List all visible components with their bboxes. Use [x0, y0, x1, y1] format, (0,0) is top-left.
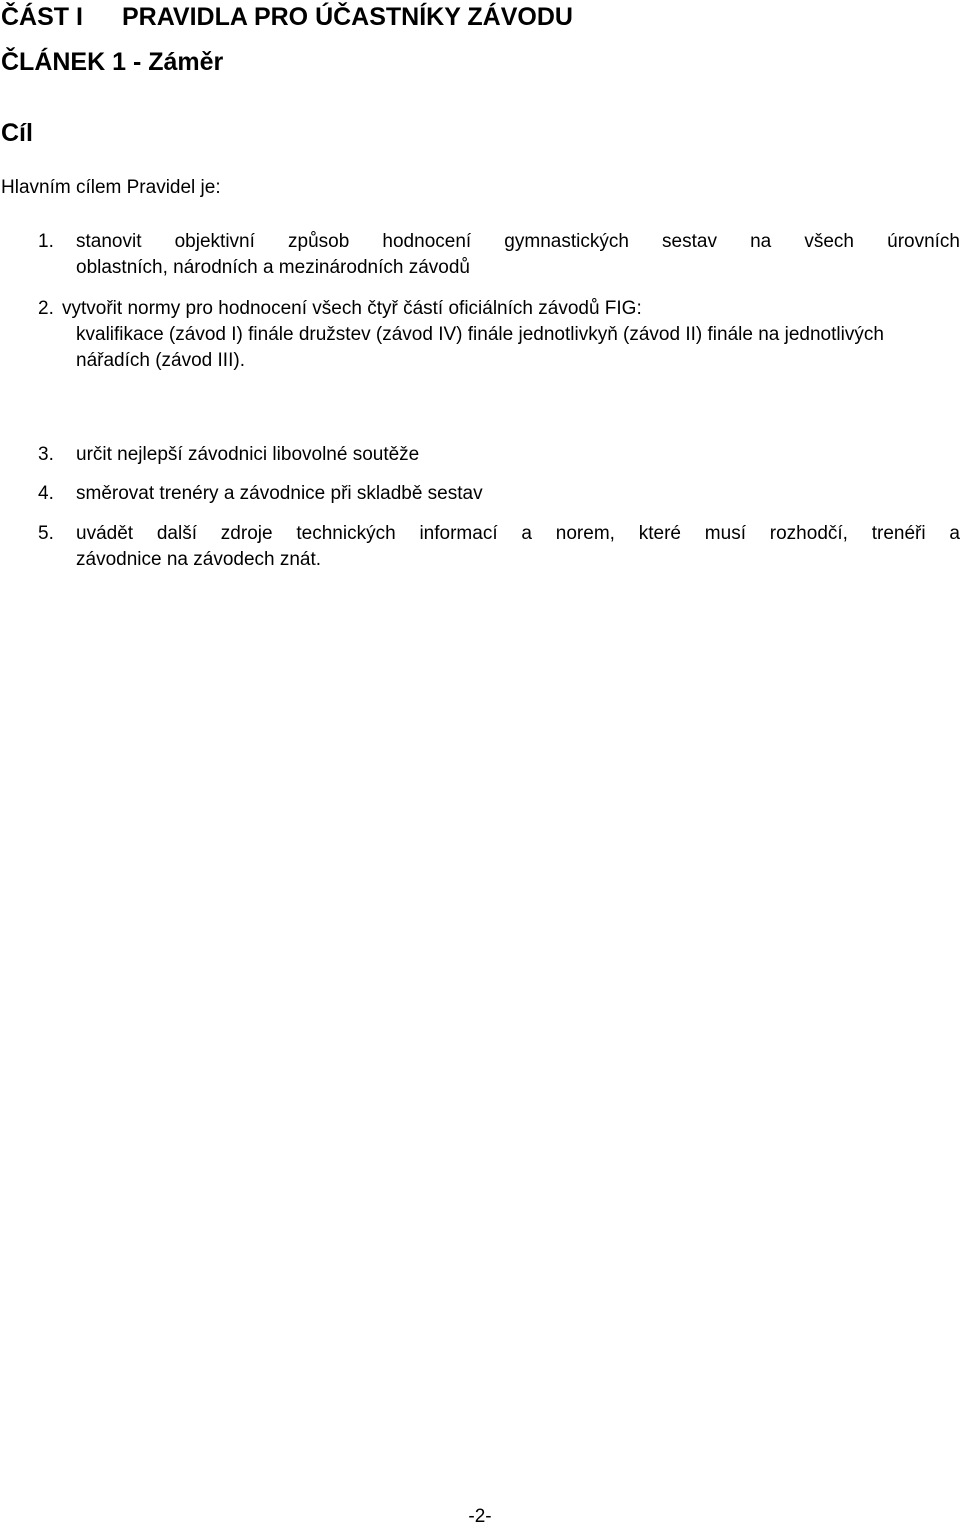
list-item — [38, 442, 960, 468]
list-item-number: 3. — [38, 444, 54, 465]
sublist — [76, 322, 960, 374]
list-item-body — [62, 296, 960, 322]
list-item-line: uvádět další zdroje technických informací a norem, které musí rozhodčí, trenéři a — [76, 523, 960, 544]
part-title-text: PRAVIDLA PRO ÚČASTNÍKY ZÁVODU — [122, 3, 573, 31]
list-item-line: vytvořit normy pro hodnocení všech čtyř částí oficiálních závodů FIG: — [62, 298, 642, 319]
list-item-body — [76, 521, 960, 573]
list-item-line: směrovat trenéry a závodnice při skladbě sestav — [76, 483, 483, 504]
list-item-line: stanovit objektivní způsob hodnocení gymnastických sestav na všech úrovních — [76, 231, 960, 252]
list-item — [38, 296, 960, 374]
section-title: Cíl — [1, 119, 33, 147]
list-item-body — [76, 481, 960, 507]
article-title: ČLÁNEK 1 - Záměr — [1, 48, 224, 76]
list-item-line: určit nejlepší závodnici libovolné soutěže — [76, 444, 420, 465]
sublist-item: finále družstev (závod IV) — [248, 324, 463, 345]
list-item-line: oblastních, národních a mezinárodních závodů — [76, 257, 470, 278]
list-item-body — [76, 442, 960, 468]
list-item — [38, 229, 960, 281]
list-item-number: 4. — [38, 483, 54, 504]
sublist-item: finále na jednotlivých nářadích (závod III). — [76, 324, 884, 371]
intro-text: Hlavním cílem Pravidel je: — [1, 177, 221, 198]
sublist-item: finále jednotlivkyň (závod II) — [467, 324, 703, 345]
list-item-body — [76, 229, 960, 281]
part-title — [1, 0, 573, 34]
list-item — [38, 481, 960, 507]
page-number: -2- — [468, 1506, 492, 1527]
list-item-line: závodnice na závodech znát. — [76, 549, 322, 570]
list-item-number: 1. — [38, 231, 54, 252]
list-item-number: 2. — [38, 298, 54, 319]
sublist-item: kvalifikace (závod I) — [76, 324, 243, 345]
part-number: ČÁST I — [1, 3, 83, 31]
list-item — [38, 521, 960, 573]
list-item-number: 5. — [38, 523, 54, 544]
